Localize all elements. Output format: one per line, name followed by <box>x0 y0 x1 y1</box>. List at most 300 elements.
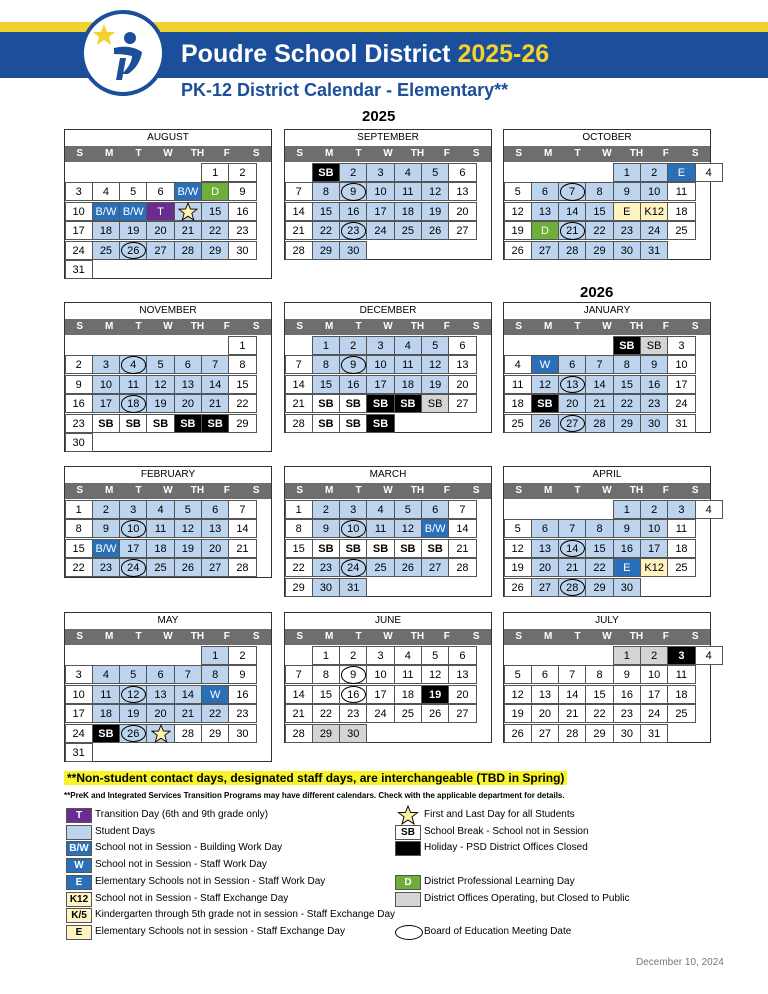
day-cell: SB <box>421 539 449 558</box>
star-icon <box>151 724 171 743</box>
day-cell: 24 <box>640 221 668 240</box>
day-cell: 22 <box>228 394 256 413</box>
month-title: MARCH <box>369 469 407 480</box>
legend-swatch: SB <box>395 825 421 840</box>
day-cell: 14 <box>174 685 202 704</box>
weekday-label: W <box>163 321 173 332</box>
day-cell: 12 <box>504 685 532 704</box>
day-cell: 21 <box>285 704 313 723</box>
day-cell: 18 <box>146 539 174 558</box>
day-cell: 29 <box>312 241 340 260</box>
day-cell: 14 <box>558 202 586 221</box>
day-cell: SB <box>640 336 668 355</box>
weekday-label: S <box>691 321 699 332</box>
day-cell: SB <box>366 539 394 558</box>
weekday-label: S <box>76 148 84 159</box>
day-cell: 31 <box>667 414 695 433</box>
first-last-day-cell <box>146 724 174 743</box>
day-cell: 7 <box>558 519 586 538</box>
weekday-label: TH <box>629 148 644 159</box>
day-cell: 24 <box>65 241 93 260</box>
day-cell: 19 <box>421 375 449 394</box>
legend-swatch: E <box>66 875 92 890</box>
day-cell: 19 <box>504 221 532 240</box>
day-cell: 3 <box>119 500 147 519</box>
day-cell: 22 <box>285 558 313 577</box>
legend-label: Elementary Schools not in Session - Staff Work Day <box>95 875 326 887</box>
weekday-label: S <box>296 485 304 496</box>
day-cell: 6 <box>174 355 202 374</box>
day-cell: 28 <box>558 241 586 260</box>
legend-label: Board of Education Meeting Date <box>424 925 572 937</box>
day-cell: 16 <box>228 685 256 704</box>
weekday-label: S <box>252 321 260 332</box>
day-cell: 31 <box>640 724 668 743</box>
day-cell: SB <box>312 539 340 558</box>
day-cell: 10 <box>92 375 120 394</box>
day-cell: 1 <box>201 163 229 182</box>
day-cell: 19 <box>421 685 449 704</box>
day-cell: 20 <box>146 704 174 723</box>
day-cell: 17 <box>366 202 394 221</box>
day-cell: 27 <box>531 578 559 597</box>
day-cell: 10 <box>65 202 93 221</box>
month-title: JUNE <box>374 615 402 626</box>
weekday-label: S <box>515 485 523 496</box>
day-cell: 22 <box>201 221 229 240</box>
day-cell: 9 <box>339 665 367 684</box>
weekday-label: S <box>472 321 480 332</box>
day-cell: 14 <box>558 685 586 704</box>
day-cell: 9 <box>613 182 641 201</box>
day-cell: 10 <box>667 355 695 374</box>
weekday-header <box>65 483 271 499</box>
weekday-label: S <box>76 321 84 332</box>
day-cell: 23 <box>65 414 93 433</box>
weekday-label: F <box>223 321 230 332</box>
day-cell: 4 <box>695 163 723 182</box>
legend-swatch: E <box>66 925 92 940</box>
day-cell: 6 <box>146 665 174 684</box>
weekday-label: TH <box>190 148 205 159</box>
weekday-label: F <box>662 631 669 642</box>
day-cell: 3 <box>339 500 367 519</box>
day-cell: 5 <box>174 500 202 519</box>
weekday-label: S <box>515 148 523 159</box>
day-cell: 22 <box>613 394 641 413</box>
weekday-label: F <box>443 321 450 332</box>
day-cell: E <box>613 558 641 577</box>
day-cell: 7 <box>201 355 229 374</box>
day-cell: 5 <box>421 646 449 665</box>
day-cell: 15 <box>585 685 613 704</box>
weekday-label: F <box>223 485 230 496</box>
day-cell: 18 <box>667 202 695 221</box>
day-cell: 26 <box>531 414 559 433</box>
weekday-label: W <box>163 148 173 159</box>
day-cell: 18 <box>394 202 422 221</box>
day-cell: 17 <box>667 375 695 394</box>
day-cell: 11 <box>394 665 422 684</box>
day-cell: 26 <box>504 578 532 597</box>
day-cell: 29 <box>285 578 313 597</box>
day-cell: 5 <box>504 519 532 538</box>
weekday-header <box>504 319 710 335</box>
day-cell: 14 <box>285 202 313 221</box>
day-cell: 24 <box>366 704 394 723</box>
day-cell: 18 <box>504 394 532 413</box>
day-cell: D <box>531 221 559 240</box>
day-cell: 8 <box>285 519 313 538</box>
day-cell: 12 <box>504 202 532 221</box>
day-cell: 9 <box>228 665 256 684</box>
district-name: Poudre School District <box>181 40 451 68</box>
day-cell: 4 <box>394 163 422 182</box>
day-cell: 9 <box>613 519 641 538</box>
day-cell: 13 <box>174 375 202 394</box>
day-cell: 27 <box>146 241 174 260</box>
day-cell: 29 <box>201 241 229 260</box>
day-cell: 28 <box>448 558 476 577</box>
day-cell: SB <box>366 394 394 413</box>
day-cell: 30 <box>613 578 641 597</box>
weekday-label: W <box>383 631 393 642</box>
star-icon <box>395 808 421 823</box>
day-cell: 1 <box>312 646 340 665</box>
day-cell: 27 <box>448 221 476 240</box>
month-january <box>503 302 711 433</box>
day-cell: 1 <box>201 646 229 665</box>
legend-swatch <box>395 841 421 856</box>
day-cell: 18 <box>394 375 422 394</box>
day-cell: 13 <box>201 519 229 538</box>
weekday-label: T <box>135 321 142 332</box>
day-cell: 17 <box>640 685 668 704</box>
legend-label: First and Last Day for all Students <box>424 809 575 820</box>
day-cell: 10 <box>366 665 394 684</box>
day-cell: 12 <box>146 375 174 394</box>
weekday-label: S <box>515 631 523 642</box>
day-cell: 15 <box>312 375 340 394</box>
day-cell: 10 <box>640 665 668 684</box>
day-cell: 14 <box>228 519 256 538</box>
day-cell: 27 <box>531 724 559 743</box>
legend-swatch <box>395 892 421 907</box>
day-cell: 5 <box>119 182 147 201</box>
weekday-label: M <box>543 321 553 332</box>
weekday-label: F <box>662 485 669 496</box>
legend-label: Holiday - PSD District Offices Closed <box>424 842 588 854</box>
day-cell: T <box>146 202 174 221</box>
day-cell: 8 <box>228 355 256 374</box>
district-logo <box>80 10 166 96</box>
legend-label: School not in Session - Staff Work Day <box>95 859 267 871</box>
day-cell: 21 <box>285 221 313 240</box>
day-cell: 6 <box>421 500 449 519</box>
day-cell: 16 <box>613 539 641 558</box>
day-cell: 7 <box>585 355 613 374</box>
day-cell: B/W <box>92 539 120 558</box>
day-cell: 23 <box>339 704 367 723</box>
day-cell: 5 <box>504 665 532 684</box>
day-cell: 11 <box>667 665 695 684</box>
day-cell: 3 <box>65 665 93 684</box>
day-cell: 15 <box>65 539 93 558</box>
day-cell: 18 <box>667 539 695 558</box>
day-cell: 5 <box>146 355 174 374</box>
day-cell: 2 <box>339 336 367 355</box>
weekday-label: S <box>691 631 699 642</box>
day-cell: SB <box>146 414 174 433</box>
day-cell: E <box>613 202 641 221</box>
day-cell: 19 <box>119 704 147 723</box>
day-cell: SB <box>119 414 147 433</box>
day-cell: 16 <box>339 375 367 394</box>
day-cell: 9 <box>640 355 668 374</box>
day-cell: 10 <box>640 519 668 538</box>
day-cell: 11 <box>119 375 147 394</box>
weekday-label: S <box>252 148 260 159</box>
day-cell: 1 <box>613 500 641 519</box>
weekday-label: F <box>223 631 230 642</box>
day-cell: 16 <box>640 375 668 394</box>
day-cell: 26 <box>504 724 532 743</box>
weekday-label: M <box>543 485 553 496</box>
day-cell: 18 <box>667 685 695 704</box>
day-cell: 3 <box>92 355 120 374</box>
weekday-header <box>65 629 271 645</box>
month-title: JULY <box>595 615 619 626</box>
day-cell: 7 <box>228 500 256 519</box>
day-cell: 24 <box>667 394 695 413</box>
day-cell: 30 <box>640 414 668 433</box>
weekday-label: TH <box>629 321 644 332</box>
day-cell: 22 <box>312 704 340 723</box>
day-cell: 10 <box>339 519 367 538</box>
day-cell: 20 <box>174 394 202 413</box>
day-cell: 5 <box>421 336 449 355</box>
day-cell: 3 <box>366 336 394 355</box>
day-cell: 13 <box>558 375 586 394</box>
weekday-label: S <box>472 485 480 496</box>
day-cell: 4 <box>92 182 120 201</box>
day-cell: 21 <box>174 704 202 723</box>
day-cell: 27 <box>448 394 476 413</box>
day-cell: 9 <box>228 182 256 201</box>
weekday-header <box>504 629 710 645</box>
day-cell: 13 <box>448 665 476 684</box>
page-title <box>181 40 549 69</box>
day-cell: 3 <box>667 646 695 665</box>
weekday-label: TH <box>190 485 205 496</box>
weekday-header <box>285 146 491 162</box>
month-title: NOVEMBER <box>139 305 197 316</box>
legend-label: School not in Session - Building Work Day <box>95 842 283 854</box>
day-cell: SB <box>339 539 367 558</box>
day-cell: 11 <box>92 685 120 704</box>
month-title: AUGUST <box>147 132 189 143</box>
day-cell: 29 <box>585 724 613 743</box>
weekday-header <box>65 146 271 162</box>
day-cell: 14 <box>558 539 586 558</box>
day-cell: 9 <box>613 665 641 684</box>
day-cell: 3 <box>65 182 93 201</box>
day-cell: 9 <box>339 182 367 201</box>
day-cell: 11 <box>146 519 174 538</box>
day-cell: 8 <box>201 665 229 684</box>
day-cell: 7 <box>285 355 313 374</box>
day-cell: 16 <box>228 202 256 221</box>
day-cell: 31 <box>339 578 367 597</box>
day-cell: 21 <box>174 221 202 240</box>
day-cell: 21 <box>558 221 586 240</box>
weekday-label: S <box>472 148 480 159</box>
day-cell: 4 <box>119 355 147 374</box>
day-cell: 16 <box>339 202 367 221</box>
day-cell: 24 <box>65 724 93 743</box>
day-cell: 22 <box>201 704 229 723</box>
day-cell: 5 <box>119 665 147 684</box>
day-cell: 19 <box>174 539 202 558</box>
day-cell: 22 <box>585 704 613 723</box>
day-cell: 25 <box>667 558 695 577</box>
weekday-label: M <box>104 321 114 332</box>
school-year: 2025-26 <box>457 40 550 68</box>
day-cell: 24 <box>339 558 367 577</box>
day-cell: 7 <box>174 665 202 684</box>
day-cell: 13 <box>531 202 559 221</box>
day-cell: 28 <box>174 724 202 743</box>
day-cell: 9 <box>312 519 340 538</box>
day-cell: 21 <box>448 539 476 558</box>
month-title: SEPTEMBER <box>357 132 419 143</box>
day-cell: 2 <box>312 500 340 519</box>
legend-swatch: K/5 <box>66 908 92 923</box>
month-july <box>503 612 711 743</box>
weekday-label: W <box>383 321 393 332</box>
day-cell: B/W <box>92 202 120 221</box>
weekday-label: W <box>163 485 173 496</box>
month-june <box>284 612 492 743</box>
day-cell: SB <box>312 163 340 182</box>
weekday-label: S <box>76 631 84 642</box>
day-cell: 10 <box>119 519 147 538</box>
month-november <box>64 302 272 452</box>
day-cell: 23 <box>92 558 120 577</box>
day-cell: K12 <box>640 558 668 577</box>
day-cell: 15 <box>312 202 340 221</box>
day-cell: 25 <box>504 414 532 433</box>
day-cell: 6 <box>531 519 559 538</box>
weekday-header <box>285 629 491 645</box>
weekday-label: W <box>602 631 612 642</box>
day-cell: 26 <box>421 221 449 240</box>
day-cell: 22 <box>65 558 93 577</box>
weekday-label: M <box>104 148 114 159</box>
weekday-label: T <box>574 485 581 496</box>
weekday-label: T <box>135 631 142 642</box>
day-cell: 14 <box>201 375 229 394</box>
legend-swatch: K12 <box>66 892 92 907</box>
weekday-label: S <box>691 148 699 159</box>
month-title: APRIL <box>592 469 622 480</box>
oval-icon <box>395 925 423 940</box>
day-cell: 8 <box>613 355 641 374</box>
weekday-label: F <box>223 148 230 159</box>
day-cell: 26 <box>504 241 532 260</box>
day-cell: 12 <box>421 355 449 374</box>
legend-label: Student Days <box>95 825 156 837</box>
day-cell: 2 <box>339 163 367 182</box>
weekday-label: F <box>662 321 669 332</box>
day-cell: 6 <box>558 355 586 374</box>
day-cell: 11 <box>366 519 394 538</box>
month-title: MAY <box>157 615 179 626</box>
day-cell: 13 <box>448 355 476 374</box>
day-cell: SB <box>421 394 449 413</box>
day-cell: 2 <box>65 355 93 374</box>
weekday-header <box>504 146 710 162</box>
day-cell: 23 <box>228 221 256 240</box>
weekday-label: S <box>296 321 304 332</box>
day-cell: 3 <box>366 646 394 665</box>
day-cell: 21 <box>228 539 256 558</box>
legend-swatch: B/W <box>66 841 92 856</box>
day-cell: 16 <box>613 685 641 704</box>
day-cell: 9 <box>92 519 120 538</box>
day-cell: 19 <box>146 394 174 413</box>
day-cell: 27 <box>421 558 449 577</box>
day-cell: 24 <box>119 558 147 577</box>
day-cell: 23 <box>613 221 641 240</box>
day-cell: 16 <box>339 685 367 704</box>
day-cell: 18 <box>92 221 120 240</box>
weekday-label: W <box>163 631 173 642</box>
day-cell: 29 <box>312 724 340 743</box>
day-cell: 27 <box>201 558 229 577</box>
day-cell: 13 <box>531 685 559 704</box>
day-cell: 30 <box>339 724 367 743</box>
day-cell: 29 <box>228 414 256 433</box>
day-cell: 10 <box>366 182 394 201</box>
day-cell: 27 <box>531 241 559 260</box>
day-cell: 27 <box>558 414 586 433</box>
day-cell: 15 <box>585 539 613 558</box>
day-cell: SB <box>201 414 229 433</box>
weekday-label: TH <box>190 631 205 642</box>
day-cell: SB <box>312 394 340 413</box>
weekday-label: M <box>104 485 114 496</box>
day-cell: 22 <box>585 221 613 240</box>
footer-date: December 10, 2024 <box>636 957 724 968</box>
star-icon <box>178 202 198 221</box>
day-cell: 20 <box>448 685 476 704</box>
day-cell: 8 <box>585 182 613 201</box>
day-cell: 30 <box>339 241 367 260</box>
weekday-header <box>285 483 491 499</box>
day-cell: 1 <box>65 500 93 519</box>
weekday-label: W <box>602 148 612 159</box>
legend-label: Transition Day (6th and 9th grade only) <box>95 809 269 820</box>
day-cell: 11 <box>504 375 532 394</box>
day-cell: 11 <box>394 355 422 374</box>
day-cell: 25 <box>366 558 394 577</box>
day-cell: 1 <box>285 500 313 519</box>
day-cell: 2 <box>228 163 256 182</box>
legend-label: Elementary Schools not in session - Staff Exchange Day <box>95 925 345 937</box>
month-february <box>64 466 272 578</box>
day-cell: 21 <box>558 558 586 577</box>
